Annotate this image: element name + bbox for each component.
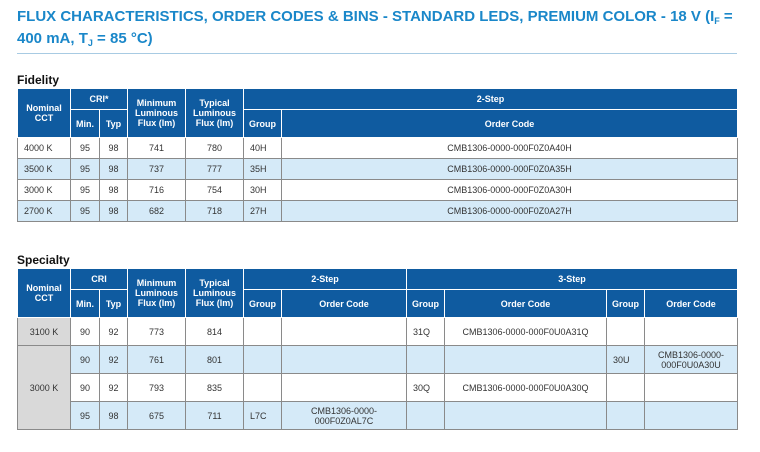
cell-typ-flux: 754	[186, 180, 244, 201]
cell-group-3step-b	[607, 402, 645, 430]
cell-typ-flux: 835	[186, 374, 244, 402]
header-three-step: 3-Step	[407, 269, 738, 290]
page-title: FLUX CHARACTERISTICS, ORDER CODES & BINS - STANDARD LEDS, PREMIUM COLOR - 18 V ($I_F = 400$ mA, $T_J = 85$ °C)	[17, 8, 733, 48]
cell-group-3step-b	[607, 318, 645, 346]
table-row	[18, 159, 738, 180]
header-nominal-cct: Nominal CCT	[18, 269, 71, 318]
cell-cct: 3500 K	[18, 159, 71, 180]
cell-cct: 3000 K	[18, 346, 71, 430]
cell-code-3step-b	[645, 318, 738, 346]
cell-cri-min: 95	[71, 180, 100, 201]
header-nominal-cct: Nominal CCT	[18, 89, 71, 138]
header-cri-typ: Typ	[100, 110, 128, 138]
header-order-code: Order Code	[282, 110, 738, 138]
cell-group-3step	[407, 402, 445, 430]
cell-cri-min: 95	[71, 138, 100, 159]
header-order-code: Order Code	[445, 290, 607, 318]
header-group: Group	[407, 290, 445, 318]
cell-typ-flux: 718	[186, 201, 244, 222]
header-min-flux: Minimum Luminous Flux (lm)	[128, 269, 186, 318]
header-two-step: 2-Step	[244, 89, 738, 110]
cell-code-3step	[445, 346, 607, 374]
cell-cri-min: 90	[71, 318, 100, 346]
cell-min-flux: 716	[128, 180, 186, 201]
header-group: Group	[244, 290, 282, 318]
header-min-flux: Minimum Luminous Flux (lm)	[128, 89, 186, 138]
cell-code-3step	[445, 402, 607, 430]
table-row	[18, 138, 738, 159]
cell-code-2step: CMB1306-0000-000F0Z0AL7C	[282, 402, 407, 430]
cell-typ-flux: 711	[186, 402, 244, 430]
cell-code-3step: CMB1306-0000-000F0U0A31Q	[445, 318, 607, 346]
header-group: Group	[244, 110, 282, 138]
cell-cct: 4000 K	[18, 138, 71, 159]
table-row	[18, 318, 738, 346]
cell-typ-flux: 780	[186, 138, 244, 159]
section-label-specialty: Specialty	[17, 253, 70, 267]
cell-cri-typ: 92	[100, 374, 128, 402]
cell-cct: 3000 K	[18, 180, 71, 201]
cell-code-3step-b	[645, 374, 738, 402]
cell-group: 35H	[244, 159, 282, 180]
header-typ-flux: Typical Luminous Flux (lm)	[186, 89, 244, 138]
cell-cri-min: 95	[71, 159, 100, 180]
cell-cri-typ: 92	[100, 318, 128, 346]
cell-group: 30H	[244, 180, 282, 201]
cell-min-flux: 682	[128, 201, 186, 222]
cell-group-2step	[244, 346, 282, 374]
cell-cri-typ: 92	[100, 346, 128, 374]
cell-cri-min: 90	[71, 346, 100, 374]
header-order-code: Order Code	[282, 290, 407, 318]
header-order-code: Order Code	[645, 290, 738, 318]
header-typ-flux: Typical Luminous Flux (lm)	[186, 269, 244, 318]
cell-min-flux: 741	[128, 138, 186, 159]
cell-cri-typ: 98	[100, 201, 128, 222]
header-cri-min: Min.	[71, 290, 100, 318]
cell-cct: 3100 K	[18, 318, 71, 346]
cell-group: 27H	[244, 201, 282, 222]
cell-order-code: CMB1306-0000-000F0Z0A40H	[282, 138, 738, 159]
cell-group-2step	[244, 318, 282, 346]
cell-order-code: CMB1306-0000-000F0Z0A35H	[282, 159, 738, 180]
header-cri-min: Min.	[71, 110, 100, 138]
cell-code-2step	[282, 318, 407, 346]
cell-cct: 2700 K	[18, 201, 71, 222]
cell-order-code: CMB1306-0000-000F0Z0A27H	[282, 201, 738, 222]
cell-code-3step-b: CMB1306-0000-000F0U0A30U	[645, 346, 738, 374]
header-cri: CRI*	[71, 89, 128, 110]
cell-cri-min: 95	[71, 201, 100, 222]
cell-code-3step-b	[645, 402, 738, 430]
cell-code-2step	[282, 346, 407, 374]
cell-cri-typ: 98	[100, 159, 128, 180]
table-row	[18, 201, 738, 222]
cell-group: 40H	[244, 138, 282, 159]
cell-min-flux: 675	[128, 402, 186, 430]
header-group: Group	[607, 290, 645, 318]
table-row	[18, 180, 738, 201]
cell-group-3step-b: 30U	[607, 346, 645, 374]
cell-group-3step: 31Q	[407, 318, 445, 346]
cell-typ-flux: 814	[186, 318, 244, 346]
specialty-table	[17, 268, 738, 430]
cell-cri-min: 90	[71, 374, 100, 402]
table-row	[18, 374, 738, 402]
header-cri: CRI	[71, 269, 128, 290]
header-two-step: 2-Step	[244, 269, 407, 290]
cell-group-2step: L7C	[244, 402, 282, 430]
cell-group-2step	[244, 374, 282, 402]
cell-group-3step	[407, 346, 445, 374]
cell-min-flux: 737	[128, 159, 186, 180]
cell-code-3step: CMB1306-0000-000F0U0A30Q	[445, 374, 607, 402]
cell-cri-typ: 98	[100, 138, 128, 159]
cell-typ-flux: 801	[186, 346, 244, 374]
table-row	[18, 402, 738, 430]
cell-typ-flux: 777	[186, 159, 244, 180]
cell-min-flux: 761	[128, 346, 186, 374]
header-cri-typ: Typ	[100, 290, 128, 318]
cell-group-3step-b	[607, 374, 645, 402]
section-label-fidelity: Fidelity	[17, 73, 60, 87]
fidelity-table	[17, 88, 738, 222]
cell-cri-typ: 98	[100, 402, 128, 430]
cell-cri-min: 95	[71, 402, 100, 430]
cell-group-3step: 30Q	[407, 374, 445, 402]
cell-order-code: CMB1306-0000-000F0Z0A30H	[282, 180, 738, 201]
cell-min-flux: 793	[128, 374, 186, 402]
title-divider	[17, 53, 737, 54]
table-row	[18, 346, 738, 374]
cell-min-flux: 773	[128, 318, 186, 346]
cell-code-2step	[282, 374, 407, 402]
cell-cri-typ: 98	[100, 180, 128, 201]
